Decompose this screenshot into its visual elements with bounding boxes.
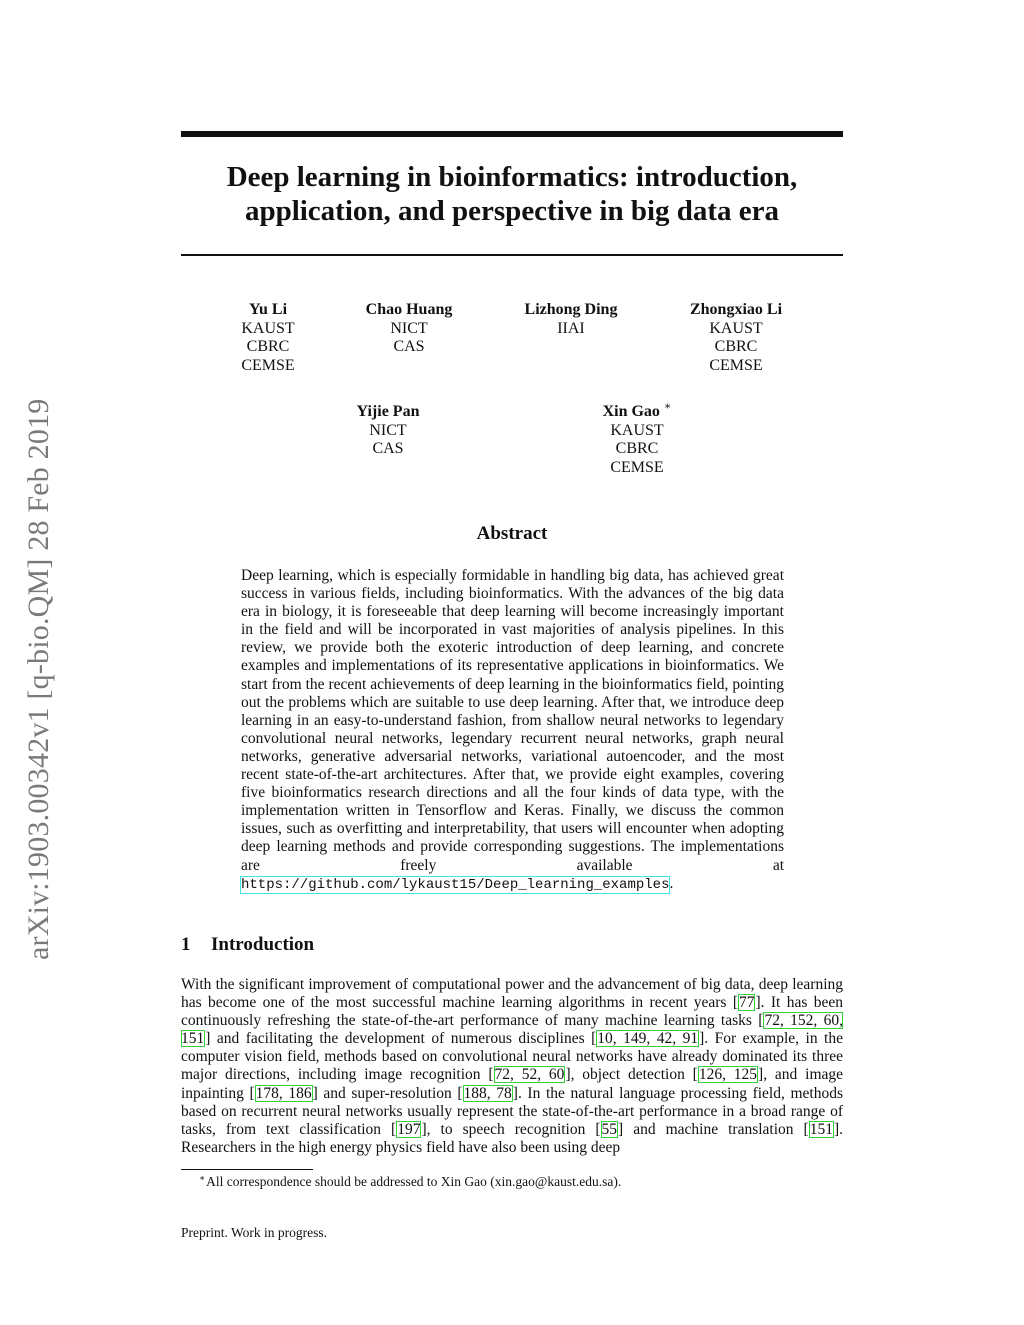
intro-text: ] and facilitating the development of numerous disciplines [ [205,1030,597,1048]
author-block [308,403,468,459]
author-name: Chao Huang [365,301,453,318]
footnote-mark: ∗ [199,1172,206,1183]
author-affiliation: NICT [369,421,407,439]
author-affiliation: NICT [390,319,428,337]
abstract-body [241,567,784,894]
section-heading [181,934,314,956]
author-affiliation: KAUST [610,421,664,439]
citation-link[interactable]: 126, 125 [698,1066,758,1084]
abstract-heading: Abstract [476,523,548,544]
author-affiliation: IIAI [557,319,585,337]
author-affiliation: CAS [372,440,404,457]
author-name: Yu Li [248,301,288,318]
arxiv-stamp: arXiv:1903.00342v1 [q-bio.QM] 28 Feb 2019 [22,398,55,960]
author-affiliation: CAS [393,338,425,355]
author-name-text: Xin Gao [602,403,660,420]
author-name: Zhongxiao Li [689,301,783,318]
citation-link[interactable]: 197 [397,1120,421,1138]
footnote [199,1174,621,1190]
corresponding-author-mark: ∗ [663,400,672,413]
author-block [491,301,651,338]
citation-link[interactable]: 72, 152, 60, 151 [181,1012,843,1048]
citation-link[interactable]: 55 [601,1120,618,1138]
intro-text: ]. It has been continuously refreshing the state-of-the-art performance of many machine learning tasks [ [181,994,843,1030]
author-affiliation: CEMSE [241,356,295,374]
github-url-link[interactable]: https://github.com/lykaust15/Deep_learning_examples [241,876,670,893]
author-name: Lizhong Ding [524,301,618,318]
intro-text: ], to speech recognition [ [421,1120,601,1138]
intro-text: ], object detection [ [565,1066,698,1084]
citation-link[interactable]: 77 [738,994,755,1012]
title-line-1: Deep learning in bioinformatics: introduction, [226,161,798,193]
title-bottom-rule [181,254,843,256]
intro-text: ] and super-resolution [ [312,1084,463,1102]
intro-text: ]. In the natural language processing field, methods based on recurrent neural networks usually represent the state-of-the-art performance in a broad range of tasks, from text classification [ [181,1084,843,1138]
author-block [188,301,348,375]
author-block [557,400,717,477]
citation-link[interactable]: 188, 78 [463,1084,512,1102]
author-affiliation: CBRC [714,338,758,355]
author-block [329,301,489,357]
intro-paragraph [181,976,843,1157]
author-block [656,301,816,375]
author-name [557,400,717,422]
author-affiliation: KAUST [241,319,295,337]
citation-link[interactable]: 72, 52, 60 [494,1066,565,1084]
author-affiliation: CEMSE [709,356,763,374]
abstract-at: at [772,856,785,874]
section-number: 1 [181,934,191,955]
preprint-note: Preprint. Work in progress. [181,1225,328,1240]
abstract-end: . [669,874,674,892]
abstract-text: Deep learning, which is especially formidable in handling big data, has achieved great success in various fields, including bioinformatics. With the advances of the big data era in biology, it is foreseeable that deep learning will become increasingly important in the field and will be incorporated in vast majorities of analysis pipelines. In this review, we provide both the exoteric introduction of deep learning, and concrete examples and implementations of its representative applications in bioinformatics. We start from the recent achievements of deep learning in the bioinformatics field, pointing out the problems which are suitable to use deep learning. After that, we introduce deep learning in an easy-to-understand fashion, from shallow neural networks to legendary convolutional neural networks, legendary recurrent neural networks, graph neural networks, generative adversarial networks, variational autoencoder, and the most recent state-of-the-art architectures. After that, we provide eight examples, covering five bioinformatics research directions and all the four kinds of data type, with the implementation written in Tensorflow and Keras. Finally, we discuss the common issues, such as overfitting and interpretability, that users will encounter when adopting deep learning methods and provide corresponding suggestions. The implementations are freely available [241,567,784,874]
paper-title [181,160,843,228]
author-affiliation: CBRC [246,338,290,355]
author-name: Yijie Pan [356,403,420,420]
title-top-rule [181,131,843,137]
author-affiliation: CEMSE [610,458,664,476]
intro-text: With the significant improvement of computational power and the advancement of big data, deep learning has become one of the most successful machine learning algorithms in recent years [ [181,976,843,1012]
footnote-text: All correspondence should be addressed to Xin Gao (xin.gao@kaust.edu.sa). [206,1174,622,1189]
title-line-2: application, and perspective in big data era [244,195,780,227]
intro-text: ]. Researchers in the high energy physics field have also been using deep [181,1120,844,1156]
intro-text: ] and machine translation [ [618,1120,809,1138]
citation-link[interactable]: 151 [809,1120,833,1138]
intro-text: ]. For example, in the computer vision field, methods based on convolutional neural networks have already dominated its three major directions, including image recognition [ [181,1030,843,1084]
author-affiliation: KAUST [709,319,763,337]
author-affiliation: CBRC [615,440,659,457]
section-title: Introduction [211,934,315,955]
citation-link[interactable]: 178, 186 [255,1084,312,1102]
citation-link[interactable]: 10, 149, 42, 91 [597,1030,699,1048]
footnote-rule [181,1169,313,1170]
intro-text: ], and image inpainting [ [181,1066,844,1102]
